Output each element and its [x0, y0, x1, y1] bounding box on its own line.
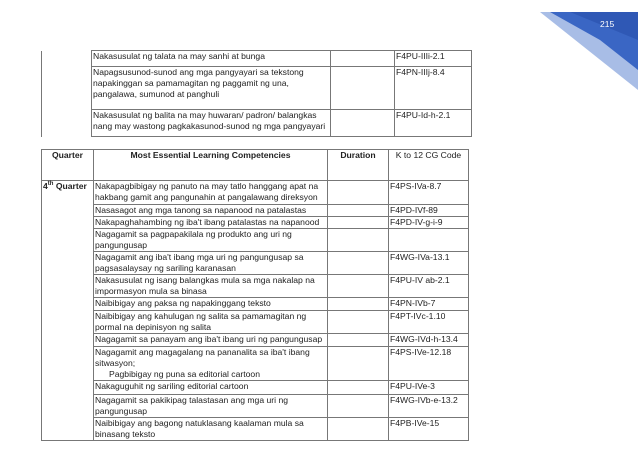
competency-cell — [94, 347, 328, 381]
competency-text: Nagagamit ang iba't ibang mga uri ng pangungusap sa pagsasalaysay ng sariling karanasan — [95, 252, 304, 273]
code-cell: F4PN-IVb-7 — [389, 298, 469, 311]
quarter-cell — [42, 110, 92, 137]
code-cell: F4PD-IVf-89 — [389, 205, 469, 217]
competency-cell — [94, 205, 328, 217]
code-cell: F4PU-IV ab-2.1 — [389, 275, 469, 298]
header-quarter: Quarter — [42, 150, 94, 181]
competency-subitem: Pagbibigay ng puna sa editorial cartoon — [109, 369, 260, 379]
competency-cell — [94, 395, 328, 418]
code-cell: F4PT-IVc-1.10 — [389, 311, 469, 334]
competency-cell: Napagsusunod-sunod ang mga pangyayari sa tekstong napakinggan sa pamamagitan ng paggamit ng una, pangalawa, sumunod at panghuli — [92, 67, 331, 110]
table-row — [42, 347, 469, 381]
competency-cell — [94, 418, 328, 441]
table-row — [42, 110, 472, 137]
quarter-label: Quarter — [53, 181, 87, 191]
quarter-cell — [42, 51, 92, 67]
duration-cell — [328, 418, 389, 441]
competency-text: Naibibigay ang paksa ng napakinggang teksto — [95, 298, 271, 308]
table-row — [42, 334, 469, 347]
duration-cell — [328, 381, 389, 395]
competency-cell — [94, 229, 328, 252]
code-cell: F4WG-IVd-h-13.4 — [389, 334, 469, 347]
duration-cell — [331, 110, 395, 137]
duration-cell — [328, 229, 389, 252]
header-duration: Duration — [328, 150, 389, 181]
competency-cell: Nakasusulat ng talata na may sanhi at bunga — [92, 51, 331, 67]
quarter-number: 4 — [43, 181, 48, 191]
top-table — [41, 50, 472, 137]
competency-text: Nasasagot ang mga tanong sa napanood na patalastas — [95, 205, 307, 215]
table-row — [42, 252, 469, 275]
duration-cell — [328, 217, 389, 229]
duration-cell — [328, 252, 389, 275]
duration-cell — [328, 395, 389, 418]
table-row — [42, 181, 469, 205]
competency-text: Nagagamit sa pakikipag talastasan ang mga uri ng pangungusap — [95, 395, 288, 416]
tables-container — [41, 50, 471, 441]
competency-cell: Nakasusulat ng balita na may huwaran/ padron/ balangkas nang may wastong pagkakasunod-sunod ng mga pangyayari — [92, 110, 331, 137]
duration-cell — [328, 298, 389, 311]
code-cell: F4PN-IIIj-8.4 — [395, 67, 472, 110]
code-cell: F4PD-IV-g-i-9 — [389, 217, 469, 229]
competency-cell — [94, 181, 328, 205]
duration-cell — [328, 275, 389, 298]
table-row — [42, 67, 472, 110]
code-cell — [389, 229, 469, 252]
page-number: 215 — [600, 19, 615, 29]
duration-cell — [328, 347, 389, 381]
duration-cell — [331, 67, 395, 110]
duration-cell — [328, 311, 389, 334]
competencies-table — [41, 149, 469, 441]
table-row — [42, 205, 469, 217]
table-row — [42, 217, 469, 229]
competency-cell — [94, 381, 328, 395]
competency-text: Nakapaghahambing ng iba't ibang patalastas na napanood — [95, 217, 320, 227]
competency-text: Nagagamit sa panayam ang iba't ibang uri ng pangungusap — [95, 334, 323, 344]
competency-text: Naibibigay ang bagong natuklasang kaalaman mula sa binasang teksto — [95, 418, 304, 439]
competency-text: Nakapagbibigay ng panuto na may tatlo hanggang apat na hakbang gamit ang pangunahin at pangalawang direksyon — [95, 181, 319, 202]
competency-cell — [94, 275, 328, 298]
competency-cell — [94, 217, 328, 229]
competency-text: Naibibigay ang kahulugan ng salita sa pamamagitan ng pormal na depinisyon ng salita — [95, 311, 307, 332]
table-row — [42, 381, 469, 395]
table-row — [42, 298, 469, 311]
code-cell: F4PU-IVe-3 — [389, 381, 469, 395]
table-row — [42, 51, 472, 67]
code-cell: F4WG-IVb-e-13.2 — [389, 395, 469, 418]
quarter-suffix: th — [47, 181, 54, 188]
competency-text: Nakaguguhit ng sariling editorial cartoon — [95, 381, 249, 391]
header-code: K to 12 CG Code — [389, 150, 469, 181]
competency-text: Nagagamit sa pagpapakilala ng produkto ang uri ng pangungusap — [95, 229, 292, 250]
competency-cell — [94, 334, 328, 347]
table-row — [42, 418, 469, 441]
quarter-cell — [42, 67, 92, 110]
code-cell: F4WG-IVa-13.1 — [389, 252, 469, 275]
duration-cell — [331, 51, 395, 67]
duration-cell — [328, 334, 389, 347]
code-cell: F4PB-IVe-15 — [389, 418, 469, 441]
competency-cell — [94, 298, 328, 311]
competency-cell — [94, 252, 328, 275]
competency-text: Nakasusulat ng isang balangkas mula sa mga nakalap na impormasyon mula sa binasa — [95, 275, 315, 296]
competency-text: Nagagamit ang magagalang na pananalita sa iba't ibang sitwasyon; — [95, 347, 310, 368]
table-row — [42, 275, 469, 298]
code-cell: F4PU-Id-h-2.1 — [395, 110, 472, 137]
code-cell: F4PS-IVa-8.7 — [389, 181, 469, 205]
table-row — [42, 229, 469, 252]
duration-cell — [328, 205, 389, 217]
corner-decoration — [540, 0, 638, 90]
quarter-cell — [42, 181, 94, 441]
code-cell: F4PS-IVe-12.18 — [389, 347, 469, 381]
table-row — [42, 311, 469, 334]
competency-cell — [94, 311, 328, 334]
table-row — [42, 395, 469, 418]
duration-cell — [328, 181, 389, 205]
table-header-row — [42, 150, 469, 181]
code-cell: F4PU-IIIi-2.1 — [395, 51, 472, 67]
header-competency: Most Essential Learning Competencies — [94, 150, 328, 181]
